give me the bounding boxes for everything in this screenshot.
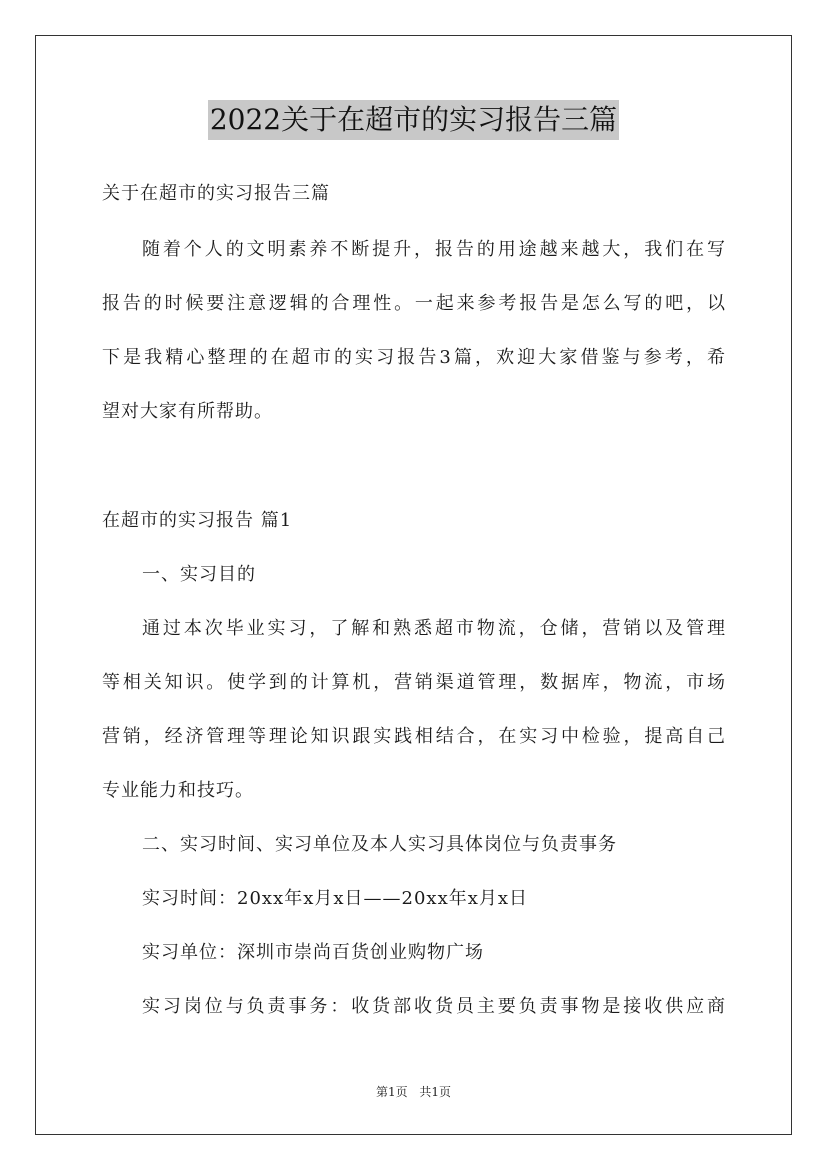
- intro-line-2: 报告的时候要注意逻辑的合理性。一起来参考报告是怎么写的吧，以: [102, 293, 726, 314]
- item1-line-1: 通过本次毕业实习，了解和熟悉超市物流，仓储，营销以及管理: [142, 618, 726, 639]
- intro-line-3: 下是我精心整理的在超市的实习报告3篇，欢迎大家借鉴与参考，希: [102, 347, 726, 368]
- item1-line-3: 营销，经济管理等理论知识跟实践相结合，在实习中检验，提高自己: [102, 726, 726, 747]
- document-title: 2022关于在超市的实习报告三篇: [208, 100, 619, 140]
- internship-post: 实习岗位与负责事务：收货部收货员主要负责事物是接收供应商: [142, 996, 726, 1017]
- intro-line-4: 望对大家有所帮助。: [102, 401, 273, 422]
- section-heading: 在超市的实习报告 篇1: [102, 510, 293, 531]
- internship-unit: 实习单位：深圳市崇尚百货创业购物广场: [142, 942, 484, 963]
- item1-line-2: 等相关知识。使学到的计算机，营销渠道管理，数据库，物流，市场: [102, 672, 726, 693]
- item1-heading: 一、实习目的: [142, 564, 256, 585]
- item1-line-4: 专业能力和技巧。: [102, 780, 254, 801]
- intro-line-1: 随着个人的文明素养不断提升，报告的用途越来越大，我们在写: [142, 239, 726, 260]
- page-footer: [0, 1084, 827, 1100]
- page-total: 共1页: [419, 1085, 452, 1099]
- title-container: [0, 100, 827, 140]
- document-subtitle: 关于在超市的实习报告三篇: [102, 183, 330, 204]
- item2-heading: 二、实习时间、实习单位及本人实习具体岗位与负责事务: [142, 834, 617, 855]
- internship-time: 实习时间：20xx年x月x日——20xx年x月x日: [142, 888, 529, 909]
- page-number: 第1页: [375, 1085, 408, 1099]
